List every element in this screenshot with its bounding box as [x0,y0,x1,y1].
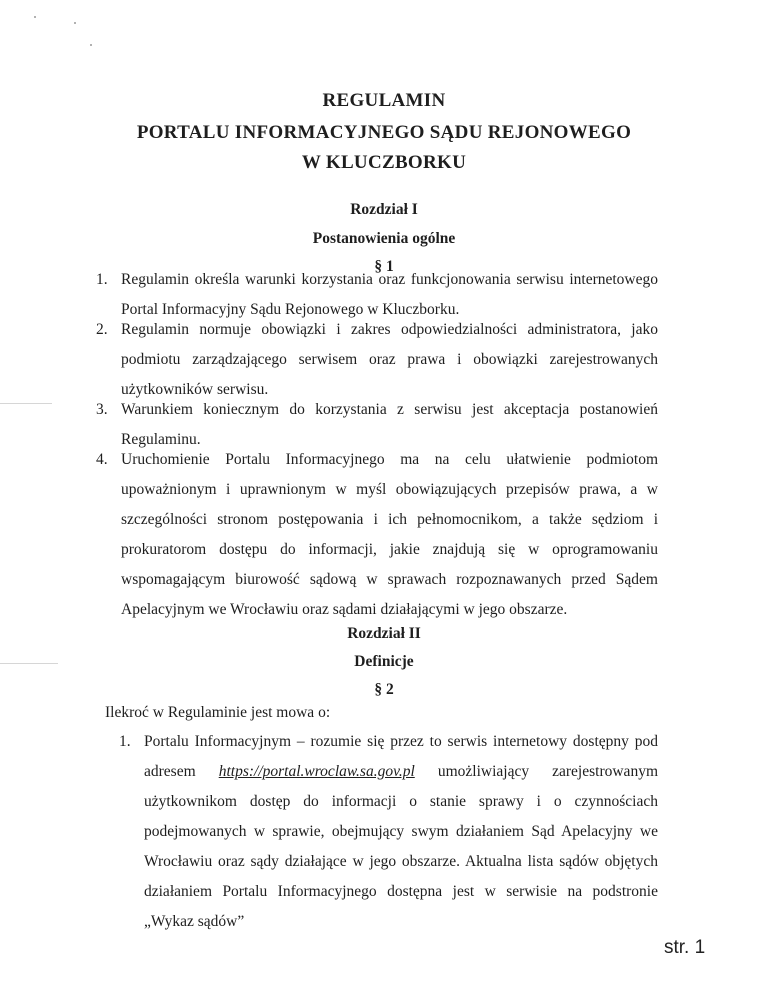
definition-text-before-link: Portalu Informacyjnym – rozumie się przez to serwis internetowy dostępny pod adresem [144,733,658,780]
chapter-1-title: Postanowienia ogólne [312,230,456,247]
scan-speck [34,16,36,18]
page-number: str. 1 [664,937,706,958]
list-item-number: 3. [96,401,108,418]
document-title-line-3: W KLUCZBORKU [301,152,467,173]
definitions-intro: Ilekroć w Regulaminie jest mowa o: [105,704,331,721]
list-item-number: 4. [96,451,108,468]
document-title-line-1: REGULAMIN [322,90,446,111]
chapter-1-label: Rozdział I [350,201,418,218]
scan-margin-mark [0,403,52,404]
definition-item-1 [119,727,658,937]
list-item-number: 1. [96,271,108,288]
section-1-mark: § 1 [374,258,394,275]
scan-speck [74,22,76,24]
section-2-mark: § 2 [374,681,394,698]
list-item-number: 2. [96,321,108,338]
definition-text-after-link: umożliwiający zarejestrowanym użytkownikom dostęp do informacji o stanie sprawy i o czynnościach podejmowanych w sprawie, obejmujący swym działaniem Sąd Apelacyjny we Wrocławiu oraz sądy działające w jego obszarze. Aktualna lista sądów objętych działaniem Portalu Informacyjnego dostępna jest w serwisie na podstronie „Wykaz sądów” [144,763,658,930]
list-item-text: Regulamin normuje obowiązki i zakres odpowiedzialności administratora, jako podmiotu zarządzającego serwisem oraz prawa i obowiązki zarejestrowanych użytkowników serwisu. [121,321,658,398]
chapter-2-title: Definicje [354,653,414,670]
list-item-1-4 [96,445,658,625]
scan-speck [90,44,92,46]
list-item-text: Warunkiem koniecznym do korzystania z serwisu jest akceptacja postanowień Regulaminu. [121,401,658,448]
list-item-text: Uruchomienie Portalu Informacyjnego ma na celu ułatwienie podmiotom upoważnionym i uprawnionym w myśl obowiązujących przepisów prawa, a w szczególności stronom postępowania i ich pełnomocnikom, a także sędziom i prokuratorom dostępu do informacji, jakie znajdują się w oprogramowaniu wspomagającym biurowość sądową w sprawach rozpoznawanych przed Sądem Apelacyjnym we Wrocławiu oraz sądami działającymi w jego obszarze. [121,451,658,618]
list-item-text: Regulamin określa warunki korzystania oraz funkcjonowania serwisu internetowego Portal Informacyjny Sądu Rejonowego w Kluczborku. [121,271,658,318]
chapter-2-label: Rozdział II [347,625,421,642]
document-title-line-2: PORTALU INFORMACYJNEGO SĄDU REJONOWEGO [136,122,632,143]
portal-url-link[interactable]: https://portal.wroclaw.sa.gov.pl [218,763,415,780]
list-item-1-2 [96,315,658,405]
list-item-number: 1. [119,733,131,750]
